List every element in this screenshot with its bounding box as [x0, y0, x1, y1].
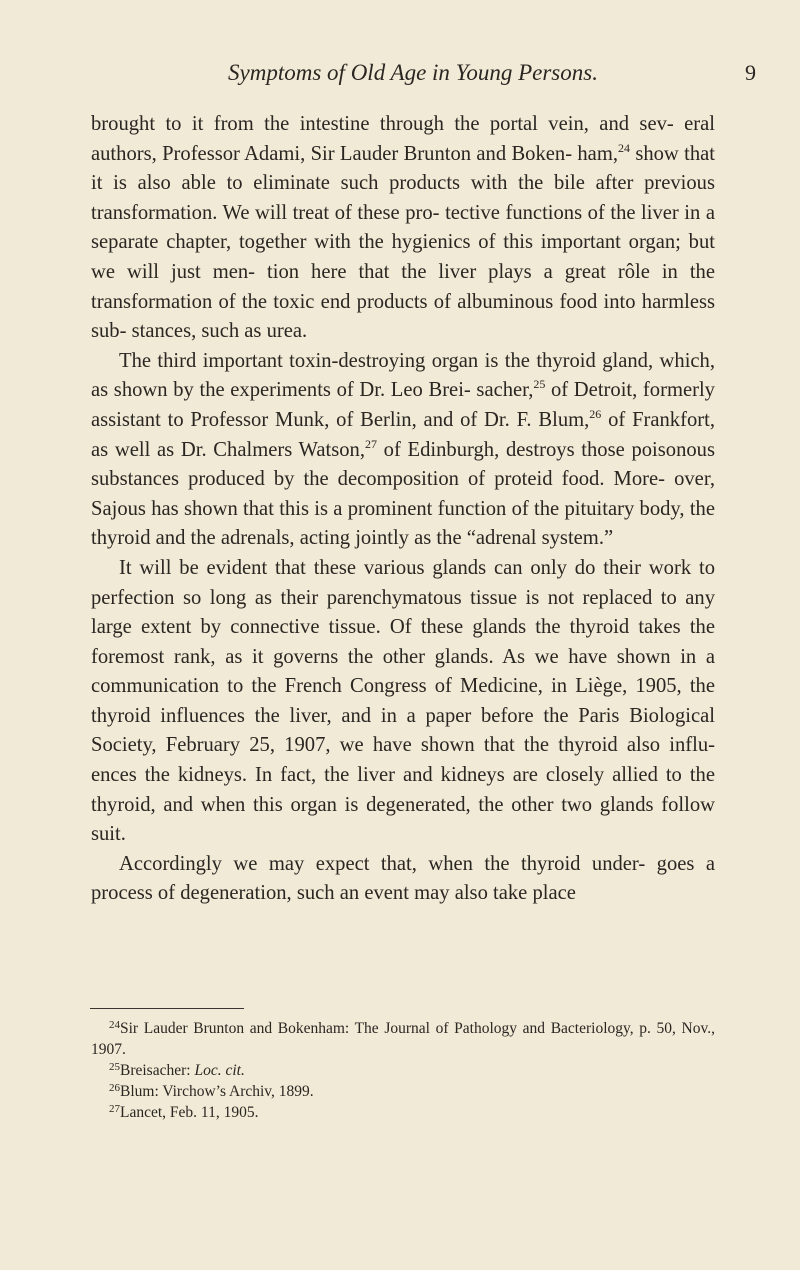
paragraph-text: It will be evident that these various glands can only do their work to perfection so long as their parenchymatous tissue is not replaced to any large extent by connective tissue. Of these glands the thyroid takes the foremost rank, as it governs the other glands. As we have shown in a communication to the French Congress of Medicine, in Liège, 1905, the thyroid influences the liver, and in a paper before the Paris Biological Society, February 25, 1907, we have shown that the thyroid also influ- ences the kidneys. In fact, the liver and kidneys are closely allied to the thyroid, and when this organ is degenerated, the other two glands follow suit.: [91, 556, 715, 846]
page-number: 9: [745, 60, 756, 85]
footnote-divider: [90, 1008, 244, 1009]
footnote-text: Breisacher:: [120, 1062, 195, 1079]
paragraph-text: The third important toxin-destroying organ is the thyroid gland, which, as shown by the experiments of Dr. Leo Brei- sacher,: [91, 349, 715, 402]
footnote-ref: 26: [589, 406, 602, 421]
footnote-ref: 24: [618, 140, 630, 155]
footnote-number: 26: [109, 1082, 120, 1094]
paragraph: [91, 554, 715, 850]
paragraph-text: of Edinburgh, destroys those poisonous substances produced by the decomposition of proteid food. More- over, Sajous has shown that this is a prominent function of the pituitary body, the thyroid and the adrenals, acting jointly as the “adrenal system.”: [91, 438, 715, 550]
page-header: [70, 60, 756, 100]
footnote: [91, 1081, 715, 1102]
paragraph-text: brought to it from the intestine through the portal vein, and sev- eral authors, Professor Adami, Sir Lauder Brunton and Boken- ham,: [91, 113, 715, 165]
footnote: [91, 1102, 715, 1123]
paragraph-text: Accordingly we may expect that, when the thyroid under- goes a process of degeneration, such an event may also take place: [91, 852, 715, 905]
footnote: [91, 1018, 715, 1060]
paragraph-text: of Frankfort, as well as Dr. Chalmers Watson,: [91, 408, 715, 461]
paragraph: [91, 850, 715, 909]
body-text: [91, 110, 715, 909]
footnote-text: Sir Lauder Brunton and Bokenham: The Journal of Pathology and Bacteriology, p. 50, Nov., 1907.: [91, 1020, 715, 1058]
footnote-text: Lancet, Feb. 11, 1905.: [120, 1104, 259, 1121]
footnote-ref: 27: [364, 436, 377, 451]
footnote-ref: 25: [533, 377, 546, 392]
footnote-text: Blum: Virchow’s Archiv, 1899.: [120, 1083, 314, 1100]
footnote: [91, 1060, 715, 1081]
paragraph: [91, 110, 715, 347]
footnote-italic-text: Loc. cit.: [194, 1062, 245, 1079]
paragraph-text: show that it is also able to eliminate such products with the bile after previous transformation. We will treat of these pro- tective functions of the liver in a separate chapter, together with the hygienics of this important organ; but we will just men- tion here that the liver plays a great rôle in the transformation of the toxic end products of albuminous food into harmless sub- stances, such as urea.: [91, 142, 715, 343]
footnotes: [91, 1018, 715, 1123]
footnote-number: 24: [109, 1019, 120, 1031]
footnote-number: 27: [109, 1103, 120, 1115]
running-title: Symptoms of Old Age in Young Persons.: [228, 60, 598, 85]
paragraph-text: of Detroit, formerly assistant to Professor Munk, of Berlin, and of Dr. F. Blum,: [91, 379, 715, 431]
footnote-number: 25: [109, 1061, 120, 1073]
paragraph: [91, 347, 715, 554]
